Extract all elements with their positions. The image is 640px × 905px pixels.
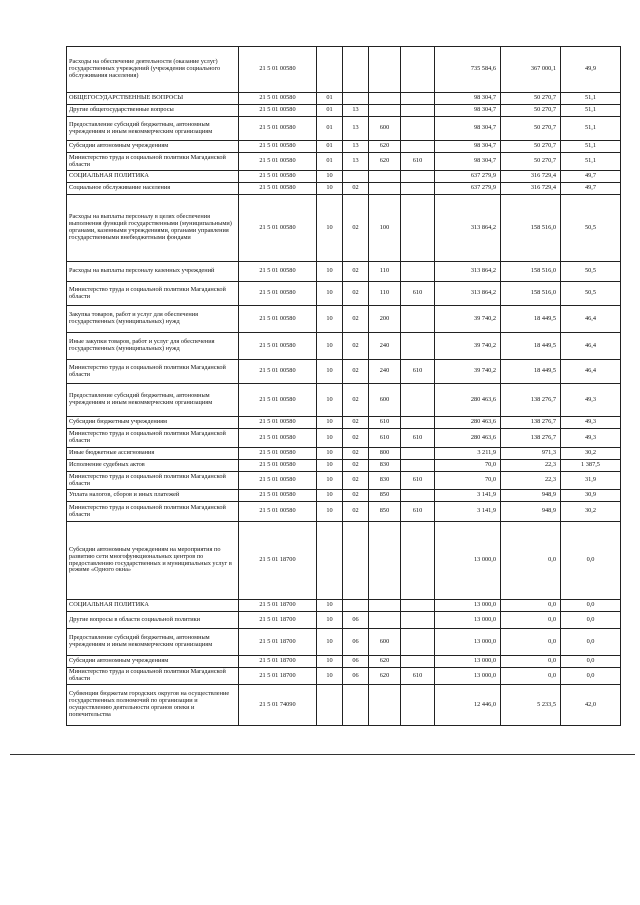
cell-section: 01 [317,93,343,105]
cell-percent: 50,5 [561,262,621,282]
cell-name: СОЦИАЛЬНАЯ ПОЛИТИКА [67,171,239,183]
cell-target-article: 21 5 01 18700 [239,668,317,685]
cell-name: Субсидии автономным учреждениям на мероприятия по развитию сети многофункциональных центров по предоставлению государственных и муниципальных услуг в режиме «Одного окна» [67,522,239,600]
cell-target-article: 21 5 01 00580 [239,105,317,117]
cell-subsection: 02 [343,262,369,282]
cell-target-article: 21 5 01 00580 [239,93,317,105]
cell-fact-amount: 0,0 [501,612,561,629]
cell-section: 10 [317,417,343,429]
cell-subsection: 13 [343,117,369,141]
cell-target-article: 21 5 01 00580 [239,141,317,153]
cell-expense-type: 600 [369,384,401,417]
cell-plan-amount: 280 463,6 [435,429,501,448]
cell-plan-amount: 13 000,0 [435,612,501,629]
cell-expense-type: 240 [369,333,401,360]
cell-percent: 51,1 [561,93,621,105]
cell-percent: 0,0 [561,668,621,685]
cell-admin-code [401,448,435,460]
cell-section: 10 [317,360,343,384]
cell-expense-type: 110 [369,262,401,282]
cell-plan-amount: 70,0 [435,472,501,490]
cell-plan-amount: 280 463,6 [435,384,501,417]
cell-admin-code [401,656,435,668]
cell-section [317,47,343,93]
cell-target-article: 21 5 01 00580 [239,171,317,183]
table-row [67,460,621,472]
cell-subsection: 02 [343,429,369,448]
cell-target-article: 21 5 01 00580 [239,282,317,306]
cell-subsection [343,522,369,600]
table-row [67,333,621,360]
cell-expense-type: 800 [369,448,401,460]
cell-fact-amount: 0,0 [501,656,561,668]
cell-section: 10 [317,502,343,522]
cell-subsection: 02 [343,417,369,429]
cell-fact-amount: 316 729,4 [501,183,561,195]
table-row [67,685,621,726]
cell-expense-type: 610 [369,417,401,429]
cell-target-article: 21 5 01 00580 [239,262,317,282]
cell-percent: 51,1 [561,141,621,153]
table-row [67,93,621,105]
cell-plan-amount: 735 584,6 [435,47,501,93]
cell-section: 10 [317,306,343,333]
cell-target-article: 21 5 01 18700 [239,612,317,629]
cell-percent: 51,1 [561,117,621,141]
cell-target-article: 21 5 01 00580 [239,417,317,429]
cell-admin-code: 610 [401,668,435,685]
cell-percent: 0,0 [561,612,621,629]
table-row [67,141,621,153]
cell-plan-amount: 12 446,0 [435,685,501,726]
cell-admin-code [401,612,435,629]
cell-section: 10 [317,656,343,668]
cell-admin-code [401,685,435,726]
cell-fact-amount: 138 276,7 [501,384,561,417]
cell-fact-amount: 0,0 [501,629,561,656]
cell-subsection: 13 [343,105,369,117]
cell-plan-amount: 280 463,6 [435,417,501,429]
cell-name: Другие вопросы в области социальной политики [67,612,239,629]
cell-expense-type: 600 [369,117,401,141]
table-row [67,105,621,117]
cell-admin-code [401,306,435,333]
cell-subsection: 06 [343,612,369,629]
cell-section: 01 [317,153,343,171]
cell-subsection: 02 [343,460,369,472]
cell-expense-type: 620 [369,656,401,668]
cell-expense-type: 620 [369,668,401,685]
cell-admin-code [401,171,435,183]
cell-target-article: 21 5 01 74090 [239,685,317,726]
cell-plan-amount: 39 740,2 [435,333,501,360]
cell-target-article: 21 5 01 18700 [239,522,317,600]
cell-admin-code [401,460,435,472]
cell-section: 10 [317,195,343,262]
cell-fact-amount: 138 276,7 [501,429,561,448]
cell-target-article: 21 5 01 00580 [239,384,317,417]
cell-subsection: 02 [343,195,369,262]
cell-fact-amount: 948,9 [501,490,561,502]
cell-plan-amount: 13 000,0 [435,600,501,612]
cell-percent: 30,9 [561,490,621,502]
cell-percent: 50,5 [561,195,621,262]
cell-expense-type: 200 [369,306,401,333]
cell-percent: 1 387,5 [561,460,621,472]
cell-section [317,685,343,726]
cell-name: Иные бюджетные ассигнования [67,448,239,460]
cell-plan-amount: 13 000,0 [435,656,501,668]
table-row [67,472,621,490]
cell-target-article: 21 5 01 00580 [239,117,317,141]
cell-section: 10 [317,429,343,448]
cell-percent: 0,0 [561,600,621,612]
cell-fact-amount: 50 270,7 [501,153,561,171]
cell-plan-amount: 313 864,2 [435,262,501,282]
table-row [67,183,621,195]
cell-expense-type: 110 [369,282,401,306]
cell-fact-amount: 22,3 [501,460,561,472]
cell-subsection [343,600,369,612]
cell-fact-amount: 158 516,0 [501,195,561,262]
cell-section: 10 [317,183,343,195]
cell-name: Субсидии автономным учреждениям [67,141,239,153]
cell-plan-amount: 3 211,9 [435,448,501,460]
cell-name: Закупка товаров, работ и услуг для обеспечения государственных (муниципальных) нужд [67,306,239,333]
table-row [67,448,621,460]
cell-plan-amount: 637 279,9 [435,171,501,183]
cell-fact-amount: 18 449,5 [501,306,561,333]
cell-plan-amount: 70,0 [435,460,501,472]
cell-admin-code [401,522,435,600]
cell-plan-amount: 39 740,2 [435,360,501,384]
cell-admin-code [401,105,435,117]
cell-name: Министерство труда и социальной политики Магаданской области [67,502,239,522]
cell-name: Уплата налогов, сборов и иных платежей [67,490,239,502]
cell-percent: 51,1 [561,105,621,117]
table-row [67,360,621,384]
cell-percent: 49,3 [561,417,621,429]
cell-target-article: 21 5 01 00580 [239,153,317,171]
cell-percent: 49,7 [561,171,621,183]
cell-target-article: 21 5 01 00580 [239,360,317,384]
cell-plan-amount: 98 304,7 [435,153,501,171]
cell-subsection: 13 [343,141,369,153]
cell-subsection: 02 [343,384,369,417]
cell-fact-amount: 5 233,5 [501,685,561,726]
cell-name: Предоставление субсидий бюджетным, автономным учреждениям и иным некоммерческим организациям [67,117,239,141]
cell-target-article: 21 5 01 18700 [239,600,317,612]
cell-percent: 49,9 [561,47,621,93]
cell-subsection [343,47,369,93]
cell-percent: 46,4 [561,360,621,384]
cell-expense-type: 620 [369,153,401,171]
cell-expense-type [369,612,401,629]
cell-fact-amount: 0,0 [501,668,561,685]
cell-percent: 31,9 [561,472,621,490]
table-row [67,656,621,668]
cell-admin-code [401,417,435,429]
cell-section [317,522,343,600]
cell-expense-type: 850 [369,502,401,522]
cell-section: 10 [317,333,343,360]
cell-target-article: 21 5 01 00580 [239,460,317,472]
cell-admin-code [401,333,435,360]
cell-target-article: 21 5 01 00580 [239,472,317,490]
table-row [67,262,621,282]
cell-admin-code: 610 [401,429,435,448]
cell-plan-amount: 3 141,9 [435,490,501,502]
table-row [67,195,621,262]
cell-section: 10 [317,490,343,502]
cell-expense-type [369,105,401,117]
cell-subsection: 13 [343,153,369,171]
cell-percent: 30,2 [561,448,621,460]
cell-expense-type: 600 [369,629,401,656]
cell-admin-code [401,47,435,93]
table-row [67,282,621,306]
cell-percent: 51,1 [561,153,621,171]
cell-percent: 50,5 [561,282,621,306]
cell-fact-amount: 158 516,0 [501,262,561,282]
table-row [67,153,621,171]
cell-target-article: 21 5 01 00580 [239,183,317,195]
cell-target-article: 21 5 01 00580 [239,429,317,448]
cell-fact-amount: 18 449,5 [501,333,561,360]
table-row [67,668,621,685]
cell-name: СОЦИАЛЬНАЯ ПОЛИТИКА [67,600,239,612]
cell-expense-type: 830 [369,472,401,490]
cell-name: Расходы на выплаты персоналу казенных учреждений [67,262,239,282]
cell-subsection: 02 [343,448,369,460]
cell-admin-code: 610 [401,472,435,490]
cell-expense-type: 620 [369,141,401,153]
cell-fact-amount: 50 270,7 [501,93,561,105]
cell-target-article: 21 5 01 00580 [239,333,317,360]
cell-section: 01 [317,141,343,153]
cell-percent: 49,3 [561,429,621,448]
cell-admin-code [401,629,435,656]
cell-subsection: 02 [343,183,369,195]
cell-section: 10 [317,600,343,612]
cell-section: 01 [317,105,343,117]
cell-target-article: 21 5 01 00580 [239,47,317,93]
cell-expense-type: 240 [369,360,401,384]
table-row [67,47,621,93]
cell-fact-amount: 0,0 [501,522,561,600]
cell-fact-amount: 0,0 [501,600,561,612]
cell-fact-amount: 367 000,1 [501,47,561,93]
cell-plan-amount: 39 740,2 [435,306,501,333]
cell-admin-code: 610 [401,153,435,171]
budget-table [66,46,621,726]
cell-subsection: 06 [343,668,369,685]
cell-plan-amount: 98 304,7 [435,93,501,105]
cell-name: Исполнение судебных актов [67,460,239,472]
cell-section: 10 [317,262,343,282]
cell-section: 10 [317,460,343,472]
cell-fact-amount: 138 276,7 [501,417,561,429]
cell-section: 10 [317,629,343,656]
table-row [67,490,621,502]
cell-fact-amount: 50 270,7 [501,117,561,141]
cell-name: Министерство труда и социальной политики Магаданской области [67,472,239,490]
cell-expense-type: 830 [369,460,401,472]
table-row [67,600,621,612]
table-row [67,171,621,183]
cell-plan-amount: 313 864,2 [435,282,501,306]
cell-expense-type [369,93,401,105]
cell-admin-code: 610 [401,502,435,522]
cell-section: 10 [317,668,343,685]
cell-expense-type: 610 [369,429,401,448]
cell-plan-amount: 13 000,0 [435,629,501,656]
cell-expense-type [369,600,401,612]
cell-percent: 49,3 [561,384,621,417]
cell-subsection: 02 [343,360,369,384]
cell-plan-amount: 3 141,9 [435,502,501,522]
cell-name: Другие общегосударственные вопросы [67,105,239,117]
table-body [67,47,621,726]
cell-subsection: 02 [343,333,369,360]
cell-name: Субсидии автономным учреждениям [67,656,239,668]
table-row [67,417,621,429]
cell-section: 01 [317,117,343,141]
cell-plan-amount: 637 279,9 [435,183,501,195]
cell-fact-amount: 22,3 [501,472,561,490]
cell-percent: 0,0 [561,629,621,656]
table-row [67,522,621,600]
cell-expense-type [369,47,401,93]
cell-name: Предоставление субсидий бюджетным, автономным учреждениям и иным некоммерческим организациям [67,384,239,417]
cell-name: Министерство труда и социальной политики Магаданской области [67,429,239,448]
cell-target-article: 21 5 01 00580 [239,195,317,262]
cell-section: 10 [317,384,343,417]
cell-name: Министерство труда и социальной политики Магаданской области [67,668,239,685]
cell-admin-code [401,195,435,262]
cell-expense-type [369,685,401,726]
cell-target-article: 21 5 01 18700 [239,629,317,656]
cell-name: Министерство труда и социальной политики Магаданской области [67,360,239,384]
cell-subsection [343,93,369,105]
cell-target-article: 21 5 01 00580 [239,306,317,333]
cell-name: Иные закупки товаров, работ и услуг для обеспечения государственных (муниципальных) нужд [67,333,239,360]
cell-admin-code [401,384,435,417]
table-row [67,502,621,522]
cell-expense-type [369,183,401,195]
cell-fact-amount: 316 729,4 [501,171,561,183]
cell-target-article: 21 5 01 00580 [239,502,317,522]
cell-subsection: 02 [343,306,369,333]
cell-name: Субвенции бюджетам городских округов на осуществление государственных полномочий по организации и осуществлению деятельности органов опеки и попечительства [67,685,239,726]
cell-subsection: 02 [343,490,369,502]
cell-admin-code [401,141,435,153]
cell-admin-code [401,183,435,195]
cell-fact-amount: 50 270,7 [501,141,561,153]
cell-percent: 0,0 [561,522,621,600]
cell-fact-amount: 50 270,7 [501,105,561,117]
cell-section: 10 [317,472,343,490]
cell-section: 10 [317,171,343,183]
cell-name: Расходы на обеспечение деятельности (оказание услуг) государственных учреждений (учреждения социального обслуживания населения) [67,47,239,93]
cell-subsection: 02 [343,502,369,522]
cell-expense-type: 850 [369,490,401,502]
cell-admin-code [401,490,435,502]
page-separator-line [10,754,635,755]
cell-name: Министерство труда и социальной политики Магаданской области [67,282,239,306]
cell-fact-amount: 158 516,0 [501,282,561,306]
cell-expense-type: 100 [369,195,401,262]
cell-percent: 46,4 [561,306,621,333]
cell-fact-amount: 971,3 [501,448,561,460]
cell-name: Министерство труда и социальной политики Магаданской области [67,153,239,171]
cell-admin-code [401,93,435,105]
cell-fact-amount: 948,9 [501,502,561,522]
cell-admin-code [401,262,435,282]
cell-admin-code: 610 [401,282,435,306]
cell-plan-amount: 13 000,0 [435,522,501,600]
cell-plan-amount: 98 304,7 [435,105,501,117]
cell-plan-amount: 98 304,7 [435,117,501,141]
table-row [67,429,621,448]
cell-percent: 46,4 [561,333,621,360]
cell-subsection: 06 [343,656,369,668]
cell-admin-code [401,117,435,141]
cell-section: 10 [317,282,343,306]
cell-name: Социальное обслуживание населения [67,183,239,195]
cell-percent: 30,2 [561,502,621,522]
cell-name: ОБЩЕГОСУДАРСТВЕННЫЕ ВОПРОСЫ [67,93,239,105]
cell-subsection: 02 [343,472,369,490]
table-row [67,612,621,629]
cell-plan-amount: 13 000,0 [435,668,501,685]
table-row [67,629,621,656]
cell-admin-code: 610 [401,360,435,384]
cell-admin-code [401,600,435,612]
cell-subsection: 02 [343,282,369,306]
cell-name: Субсидии бюджетным учреждениям [67,417,239,429]
cell-plan-amount: 98 304,7 [435,141,501,153]
cell-percent: 49,7 [561,183,621,195]
cell-name: Расходы на выплаты персоналу в целях обеспечения выполнения функций государственными (муниципальными) органами, казенными учреждениями, органами управления государственными внебюджетными фондами [67,195,239,262]
cell-subsection [343,171,369,183]
cell-section: 10 [317,448,343,460]
cell-target-article: 21 5 01 00580 [239,490,317,502]
cell-fact-amount: 18 449,5 [501,360,561,384]
table-row [67,384,621,417]
cell-subsection [343,685,369,726]
cell-percent: 0,0 [561,656,621,668]
cell-target-article: 21 5 01 00580 [239,448,317,460]
cell-percent: 42,0 [561,685,621,726]
table-row [67,306,621,333]
cell-subsection: 06 [343,629,369,656]
cell-expense-type [369,522,401,600]
cell-name: Предоставление субсидий бюджетным, автономным учреждениям и иным некоммерческим организациям [67,629,239,656]
cell-plan-amount: 313 864,2 [435,195,501,262]
cell-expense-type [369,171,401,183]
cell-target-article: 21 5 01 18700 [239,656,317,668]
table-row [67,117,621,141]
cell-section: 10 [317,612,343,629]
